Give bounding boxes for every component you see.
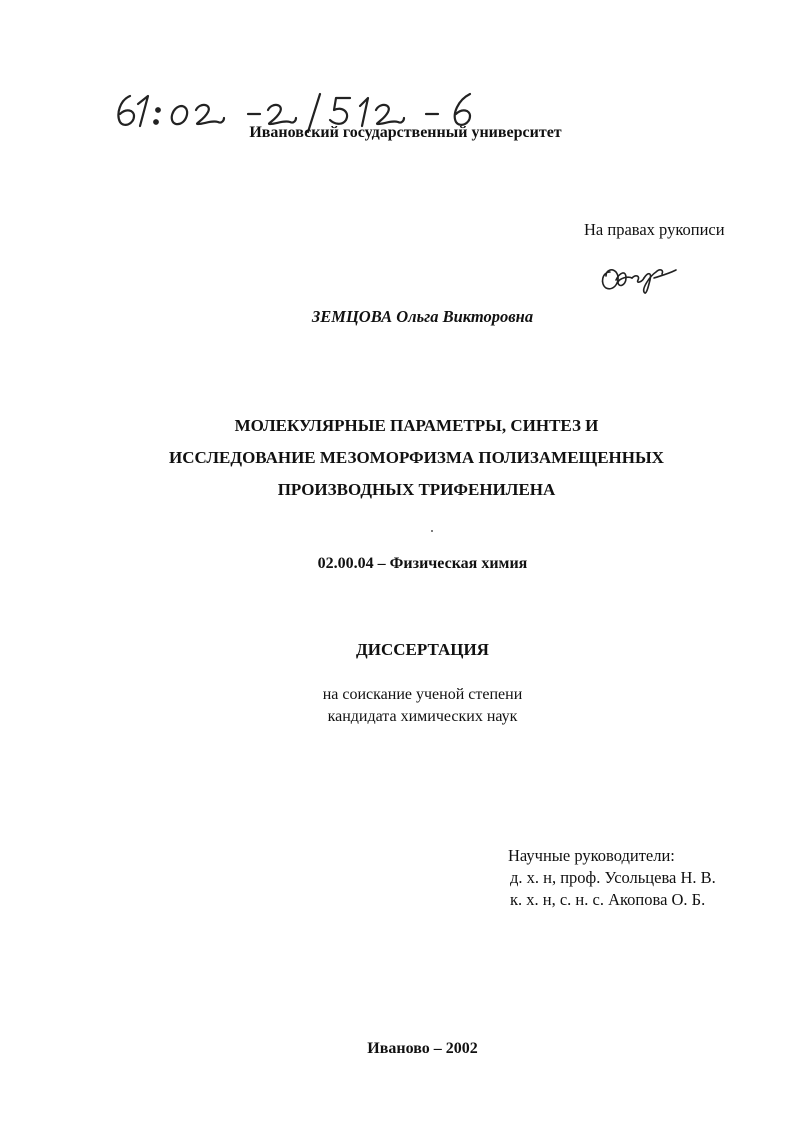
title-line: ИССЛЕДОВАНИЕ МЕЗОМОРФИЗМА ПОЛИЗАМЕЩЕННЫХ bbox=[169, 448, 664, 467]
supervisors-heading: Научные руководители: bbox=[508, 846, 675, 865]
title-line: ПРОИЗВОДНЫХ ТРИФЕНИЛЕНА bbox=[277, 480, 556, 499]
specialty: 02.00.04 – Физическая химия bbox=[317, 555, 528, 572]
document-type: ДИССЕРТАЦИЯ bbox=[356, 640, 489, 659]
author-name: ЗЕМЦОВА Ольга Викторовна bbox=[311, 307, 534, 326]
degree-line: на соискание ученой степени bbox=[322, 686, 523, 703]
supervisors-block bbox=[508, 845, 716, 911]
city-year: Иваново – 2002 bbox=[367, 1040, 478, 1057]
manuscript-rights: На правах рукописи bbox=[584, 220, 725, 239]
supervisor-entry: к. х. н, с. н. с. Акопова О. Б. bbox=[510, 890, 706, 909]
supervisor-entry: д. х. н, проф. Усольцева Н. В. bbox=[510, 868, 716, 887]
degree-line: кандидата химических наук bbox=[327, 708, 518, 725]
title-line: МОЛЕКУЛЯРНЫЕ ПАРАМЕТРЫ, СИНТЕЗ И bbox=[234, 416, 599, 435]
dissertation-title bbox=[0, 410, 793, 506]
scan-speck bbox=[431, 530, 433, 532]
degree-statement bbox=[0, 684, 793, 728]
university-name: Ивановский государственный университет bbox=[249, 124, 562, 141]
signature-graphic bbox=[596, 250, 680, 298]
